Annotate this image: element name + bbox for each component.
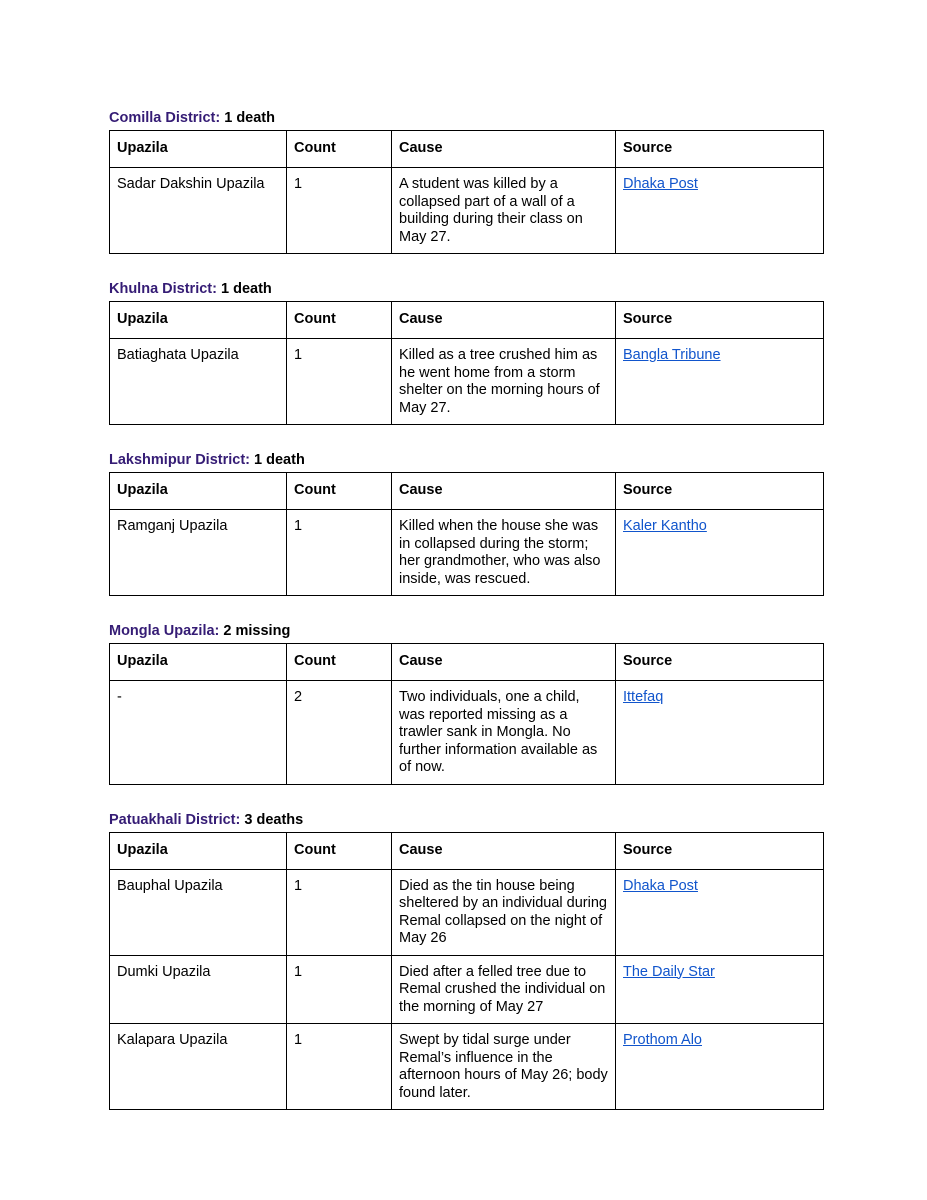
- cell-source: [616, 1024, 824, 1110]
- cell-source: [616, 510, 824, 596]
- cell-cause: Two individuals, one a child, was reported missing as a trawler sank in Mongla. No further information available as of now.: [392, 681, 616, 785]
- section-heading: [109, 108, 825, 130]
- cell-cause: Killed when the house she was in collapsed during the storm; her grandmother, who was also inside, was rescued.: [392, 510, 616, 596]
- header-upazila: Upazila: [110, 302, 287, 339]
- header-source: Source: [616, 302, 824, 339]
- district-section: [109, 279, 825, 425]
- section-heading-colon: :: [215, 110, 221, 126]
- casualty-table: [109, 832, 824, 1111]
- table-header-row: [110, 832, 824, 869]
- document-body: [109, 108, 825, 1135]
- cell-cause: A student was killed by a collapsed part of a wall of a building during their class on May 27.: [392, 168, 616, 254]
- cell-count: 1: [287, 510, 392, 596]
- section-place-name: Comilla District: [109, 110, 216, 126]
- header-cause: Cause: [392, 832, 616, 869]
- header-count: Count: [287, 473, 392, 510]
- section-place-name: Patuakhali District: [109, 811, 236, 828]
- header-source: Source: [616, 473, 824, 510]
- header-cause: Cause: [392, 473, 616, 510]
- section-casualty-summary: 1 death: [220, 110, 275, 126]
- cell-source: [616, 869, 824, 955]
- district-section: [109, 450, 825, 596]
- cell-source: [616, 681, 824, 785]
- cell-count: 1: [287, 955, 392, 1024]
- section-place-name: Lakshmipur District: [109, 452, 246, 468]
- header-cause: Cause: [392, 644, 616, 681]
- section-heading-colon: :: [245, 452, 251, 468]
- header-count: Count: [287, 302, 392, 339]
- table-row: [110, 681, 824, 785]
- header-source: Source: [616, 644, 824, 681]
- header-cause: Cause: [392, 302, 616, 339]
- header-source: Source: [616, 131, 824, 168]
- cell-source: [616, 339, 824, 425]
- cell-upazila: Kalapara Upazila: [110, 1024, 287, 1110]
- header-upazila: Upazila: [110, 473, 287, 510]
- table-row: [110, 510, 824, 596]
- header-upazila: Upazila: [110, 644, 287, 681]
- source-link[interactable]: Prothom Alo: [623, 1032, 702, 1048]
- section-heading-colon: :: [212, 281, 217, 297]
- table-row: [110, 339, 824, 425]
- casualty-table: [109, 301, 824, 425]
- header-upazila: Upazila: [110, 832, 287, 869]
- source-link[interactable]: Dhaka Post: [623, 176, 698, 192]
- source-link[interactable]: Bangla Tribune: [623, 347, 721, 363]
- cell-count: 1: [287, 1024, 392, 1110]
- cell-upazila: Sadar Dakshin Upazila: [110, 168, 287, 254]
- table-row: [110, 1024, 824, 1110]
- casualty-table: [109, 643, 824, 785]
- header-source: Source: [616, 832, 824, 869]
- cell-cause: Killed as a tree crushed him as he went home from a storm shelter on the morning hours of May 27.: [392, 339, 616, 425]
- section-heading: [109, 450, 825, 472]
- section-casualty-summary: 1 death: [216, 281, 272, 297]
- table-header-row: [110, 131, 824, 168]
- section-casualty-summary: 1 death: [250, 452, 305, 468]
- cell-upazila: Ramganj Upazila: [110, 510, 287, 596]
- source-link[interactable]: Ittefaq: [623, 689, 664, 705]
- district-section: [109, 810, 825, 1111]
- source-link[interactable]: Dhaka Post: [623, 877, 698, 894]
- cell-cause: Died as the tin house being sheltered by an individual during Remal collapsed on the night of May 26: [392, 869, 616, 955]
- section-casualty-summary: 3 deaths: [240, 811, 304, 828]
- casualty-table: [109, 472, 824, 596]
- source-link[interactable]: The Daily Star: [623, 963, 715, 980]
- cell-count: 1: [287, 869, 392, 955]
- casualty-table: [109, 130, 824, 254]
- table-header-row: [110, 644, 824, 681]
- cell-count: 1: [287, 339, 392, 425]
- header-cause: Cause: [392, 131, 616, 168]
- section-place-name: Khulna District: [109, 281, 213, 297]
- cell-upazila: Dumki Upazila: [110, 955, 287, 1024]
- header-count: Count: [287, 832, 392, 869]
- section-place-name: Mongla Upazila: [109, 623, 215, 639]
- table-header-row: [110, 473, 824, 510]
- table-header-row: [110, 302, 824, 339]
- cell-source: [616, 168, 824, 254]
- cell-upazila: Batiaghata Upazila: [110, 339, 287, 425]
- table-row: [110, 168, 824, 254]
- section-heading-colon: :: [235, 811, 241, 828]
- district-section: [109, 621, 825, 785]
- cell-upazila: Bauphal Upazila: [110, 869, 287, 955]
- header-count: Count: [287, 131, 392, 168]
- cell-cause: Swept by tidal surge under Remal’s influence in the afternoon hours of May 26; body found later.: [392, 1024, 616, 1110]
- section-heading: [109, 279, 825, 301]
- table-row: [110, 869, 824, 955]
- cell-source: [616, 955, 824, 1024]
- table-row: [110, 955, 824, 1024]
- section-casualty-summary: 2 missing: [219, 623, 291, 639]
- cell-cause: Died after a felled tree due to Remal crushed the individual on the morning of May 27: [392, 955, 616, 1024]
- source-link[interactable]: Kaler Kantho: [623, 518, 707, 534]
- section-heading-colon: :: [214, 623, 220, 639]
- cell-count: 1: [287, 168, 392, 254]
- header-count: Count: [287, 644, 392, 681]
- section-heading: [109, 810, 825, 832]
- district-section: [109, 108, 825, 254]
- cell-upazila: -: [110, 681, 287, 785]
- section-heading: [109, 621, 825, 643]
- header-upazila: Upazila: [110, 131, 287, 168]
- cell-count: 2: [287, 681, 392, 785]
